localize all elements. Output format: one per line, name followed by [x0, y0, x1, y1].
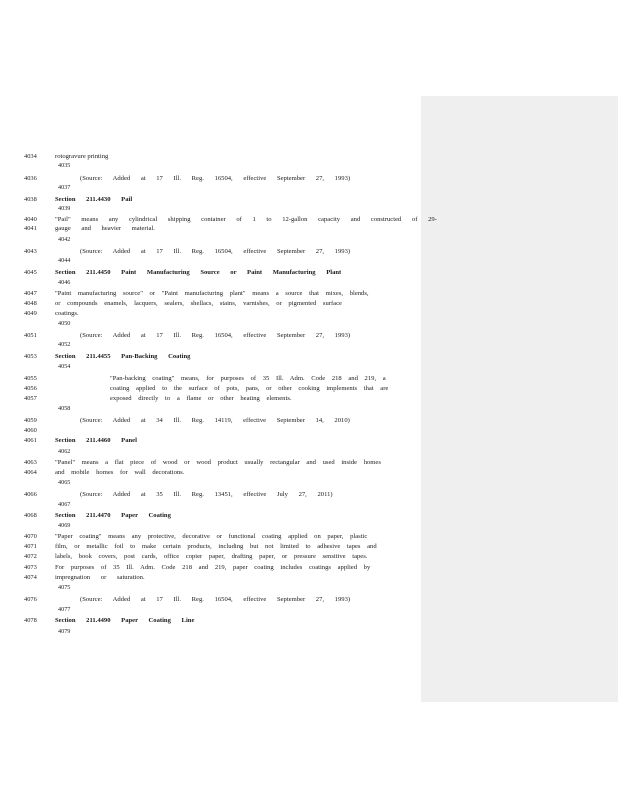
section-heading: Section 211.4430 Pail: [55, 196, 133, 203]
line-number: 4073: [24, 564, 37, 571]
text-line: labels, book covers, post cards, office copier paper, drafting paper, or pressure sensitive tapes.: [55, 553, 368, 560]
sub-line-number: 4067: [58, 501, 71, 508]
comment-pane: [421, 96, 618, 702]
line-number: 4034: [24, 153, 37, 160]
line-number: 4076: [24, 596, 37, 603]
line-number: 4074: [24, 574, 37, 581]
line-number: 4047: [24, 290, 37, 297]
sub-line-number: 4077: [58, 606, 71, 613]
text-line: gauge and heavier material.: [55, 225, 155, 232]
source-line: (Source: Added at 17 Ill. Reg. 16504, effective September 27, 1993): [80, 332, 351, 339]
sub-line-number: 4052: [58, 341, 71, 348]
line-number: 4045: [24, 269, 37, 276]
line-number: 4040: [24, 216, 37, 223]
sub-line-number: 4054: [58, 363, 71, 370]
text-line: or compounds enamels, lacquers, sealers, shellacs, stains, varnishes, or pigmented surface: [55, 300, 342, 307]
text-line: "Paper coating" means any protective, decorative or functional coating applied on paper, plastic: [55, 533, 368, 540]
text-line: exposed directly to a flame or other heating elements.: [110, 395, 292, 402]
text-line: impregnation or saturation.: [55, 574, 145, 581]
line-number: 4048: [24, 300, 37, 307]
source-line: (Source: Added at 17 Ill. Reg. 16504, effective September 27, 1993): [80, 596, 351, 603]
text-line: rotogravure printing: [55, 153, 109, 160]
section-heading: Section 211.4450 Paint Manufacturing Source or Paint Manufacturing Plant: [55, 269, 342, 276]
sub-line-number: 4069: [58, 522, 71, 529]
line-number: 4049: [24, 310, 37, 317]
line-number: 4063: [24, 459, 37, 466]
source-line: (Source: Added at 35 Ill. Reg. 13451, effective July 27, 2011): [80, 491, 333, 498]
sub-line-number: 4044: [58, 257, 71, 264]
line-number: 4038: [24, 196, 37, 203]
line-number: 4043: [24, 248, 37, 255]
sub-line-number: 4046: [58, 279, 71, 286]
line-number: 4053: [24, 353, 37, 360]
source-line: (Source: Added at 34 Ill. Reg. 14119, effective September 14, 2010): [80, 417, 350, 424]
line-number: 4064: [24, 469, 37, 476]
line-number: 4061: [24, 437, 37, 444]
text-line: coatings.: [55, 310, 79, 317]
text-line: "Paint manufacturing source" or "Paint manufacturing plant" means a source that mixes, blends,: [55, 290, 369, 297]
sub-line-number: 4035: [58, 162, 71, 169]
sub-line-number: 4042: [58, 236, 71, 243]
line-number: 4055: [24, 375, 37, 382]
sub-line-number: 4058: [58, 405, 71, 412]
source-line: (Source: Added at 17 Ill. Reg. 16504, effective September 27, 1993): [80, 175, 351, 182]
text-line: film, or metallic foil to make certain products, including but not limited to adhesive tapes and: [55, 543, 377, 550]
text-line: coating applied to the surface of pots, pans, or other cooking implements that are: [110, 385, 389, 392]
line-number: 4041: [24, 225, 37, 232]
line-number: 4059: [24, 417, 37, 424]
line-number: 4057: [24, 395, 37, 402]
source-line: (Source: Added at 17 Ill. Reg. 16504, effective September 27, 1993): [80, 248, 351, 255]
section-heading: Section 211.4490 Paper Coating Line: [55, 617, 195, 624]
sub-line-number: 4037: [58, 184, 71, 191]
line-number: 4036: [24, 175, 37, 182]
text-line: "Pail" means any cylindrical shipping container of 1 to 12-gallon capacity and constructed of 29-: [55, 216, 437, 223]
line-number: 4071: [24, 543, 37, 550]
text-line: "Pan-backing coating" means, for purposes of 35 Ill. Adm. Code 218 and 219, a: [110, 375, 386, 382]
line-number: 4070: [24, 533, 37, 540]
line-number: 4068: [24, 512, 37, 519]
sub-line-number: 4050: [58, 320, 71, 327]
line-number: 4051: [24, 332, 37, 339]
text-line: and mobile homes for wall decorations.: [55, 469, 185, 476]
text-line: For purposes of 35 Ill. Adm. Code 218 and 219, paper coating includes coatings applied by: [55, 564, 371, 571]
section-heading: Section 211.4460 Panel: [55, 437, 137, 444]
section-heading: Section 211.4455 Pan-Backing Coating: [55, 353, 191, 360]
line-number: 4078: [24, 617, 37, 624]
section-heading: Section 211.4470 Paper Coating: [55, 512, 171, 519]
sub-line-number: 4039: [58, 205, 71, 212]
line-number: 4056: [24, 385, 37, 392]
sub-line-number: 4065: [58, 479, 71, 486]
text-line: "Panel" means a flat piece of wood or wood product usually rectangular and used inside homes: [55, 459, 381, 466]
line-number: 4066: [24, 491, 37, 498]
sub-line-number: 4075: [58, 584, 71, 591]
line-number: 4060: [24, 427, 37, 434]
sub-line-number: 4079: [58, 628, 71, 635]
line-number: 4072: [24, 553, 37, 560]
sub-line-number: 4062: [58, 448, 71, 455]
